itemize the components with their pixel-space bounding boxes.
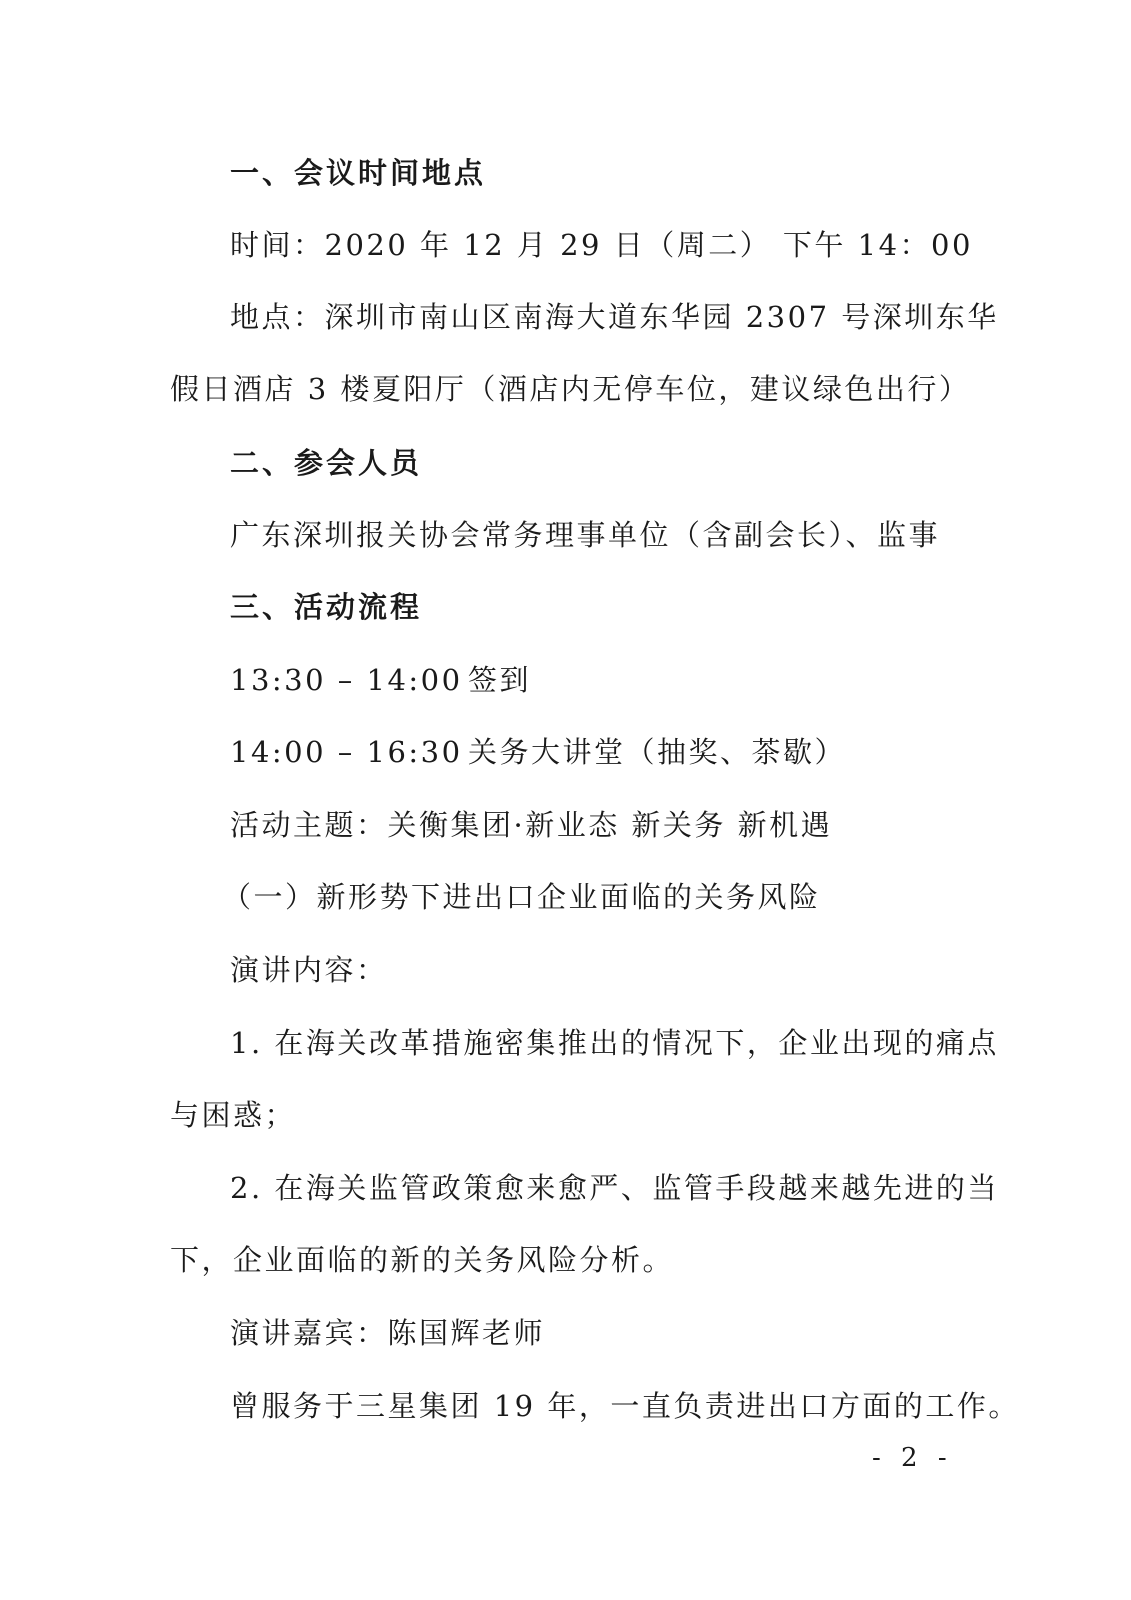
activity-theme: 活动主题：关衡集团·新业态 新关务 新机遇 [230,808,833,842]
section-heading-schedule: 三、活动流程 [230,590,423,624]
section-heading-attendees: 二、参会人员 [230,446,423,480]
speaker-bio: 曾服务于三星集团 19 年，一直负责进出口方面的工作。 [230,1389,1020,1423]
schedule-time: 13:30 – 14:00 [230,663,463,697]
speech-point-2-line-1: 2. 在海关监管政策愈来愈严、监管手段越来越先进的当 [230,1171,999,1205]
schedule-row [230,660,531,700]
schedule-time: 14:00 – 16:30 [230,735,463,769]
schedule-row [230,732,846,772]
section-heading-meeting-time-place: 一、会议时间地点 [230,156,487,190]
speech-point-1-line-2: 与困惑； [170,1098,297,1132]
topic-1-title: （一）新形势下进出口企业面临的关务风险 [222,880,821,914]
schedule-item: 签到 [468,663,532,697]
speech-point-2-line-2: 下，企业面临的新的关务风险分析。 [170,1243,675,1277]
schedule-item: 关务大讲堂（抽奖、茶歇） [468,735,847,769]
attendees-text: 广东深圳报关协会常务理事单位（含副会长）、监事 [230,518,941,552]
meeting-time: 时间：2020 年 12 月 29 日（周二） 下午 14：00 [230,228,973,262]
meeting-location-line-1: 地点：深圳市南山区南海大道东华园 2307 号深圳东华 [230,300,999,334]
speaker-name: 演讲嘉宾：陈国辉老师 [230,1316,546,1350]
meeting-location-line-2: 假日酒店 3 楼夏阳厅（酒店内无停车位，建议绿色出行） [170,372,971,406]
page-number: - 2 - [872,1443,953,1473]
speech-content-label: 演讲内容： [230,953,388,987]
speech-point-1-line-1: 1. 在海关改革措施密集推出的情况下，企业出现的痛点 [230,1026,999,1060]
